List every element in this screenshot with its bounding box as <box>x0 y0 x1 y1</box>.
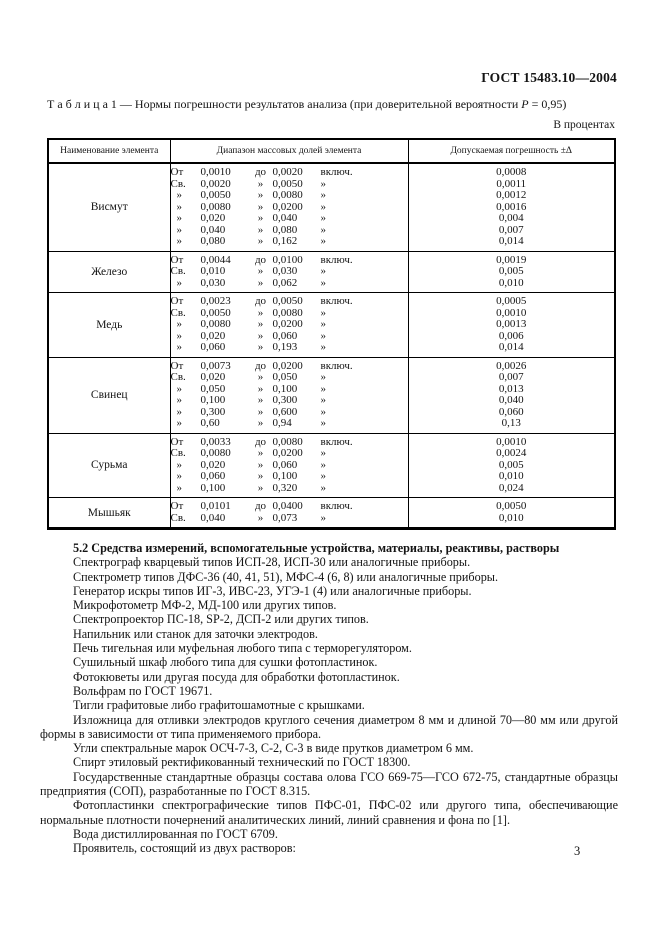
range-line: Св. 0,010 » 0,030 » <box>170 265 326 277</box>
range-line: » 0,0050 » 0,0080 » <box>176 189 326 201</box>
error-value: 0,040 <box>498 394 524 406</box>
range-line: Св. 0,040 » 0,073 » <box>170 511 326 524</box>
error-value: 0,006 <box>498 329 524 342</box>
error-value: 0,0011 <box>496 177 527 190</box>
element-name: Железо <box>48 251 170 293</box>
error-value: 0,0024 <box>496 447 527 459</box>
range-line: Св. 0,0020 » 0,0050 » <box>170 177 326 190</box>
doc-code: ГОСТ 15483.10—2004 <box>481 70 617 85</box>
mass-fraction-range <box>170 357 408 433</box>
paragraph: Спектрограф кварцевый типов ИСП-28, ИСП-30 или аналогичные приборы. <box>73 555 471 570</box>
error-value: 0,010 <box>498 511 524 524</box>
paragraph: Фотопластинки спектрографические типов ПФС-01, ПФС-02 или другого типа, обеспечивающие нормальные плотности почернений аналитических линий, линий сравнения и фона по [1]. <box>40 798 618 827</box>
error-norms-table <box>47 138 616 530</box>
range-line: От 0,0044 до 0,0100 включ. <box>170 253 353 266</box>
range-line: Св. 0,0050 » 0,0080 » <box>170 306 326 319</box>
range-line: От 0,0023 до 0,0050 включ. <box>170 295 353 307</box>
error-value: 0,007 <box>498 371 524 383</box>
range-line: » 0,300 » 0,600 » <box>176 405 326 418</box>
paragraph: Спирт этиловый ректификованный технический по ГОСТ 18300. <box>73 755 411 770</box>
table-row <box>48 357 615 433</box>
error-value: 0,060 <box>498 405 524 418</box>
paragraph: Напильник или станок для заточки электродов. <box>73 626 318 641</box>
element-name: Висмут <box>48 163 170 251</box>
range-line: » 0,020 » 0,060 » <box>176 329 326 342</box>
allowed-error <box>408 163 615 251</box>
table-caption-text: Т а б л и ц а 1 — Нормы погрешности результатов анализа (при доверительной вероятности <box>47 97 522 111</box>
error-value: 0,0019 <box>496 253 527 266</box>
mass-fraction-range <box>170 433 408 498</box>
error-value: 0,0013 <box>496 318 527 330</box>
range-line: » 0,040 » 0,080 » <box>176 223 326 236</box>
probability-value: = 0,95) <box>528 97 567 111</box>
page-number: 3 <box>574 844 581 858</box>
range-line: » 0,100 » 0,320 » <box>176 481 326 494</box>
range-line: От 0,0073 до 0,0200 включ. <box>170 359 353 372</box>
range-line: » 0,020 » 0,060 » <box>176 458 326 471</box>
section-heading: 5.2 Средства измерений, вспомогательные устройства, материалы, реактивы, растворы <box>73 541 560 555</box>
table-row <box>48 433 615 498</box>
range-line: Св. 0,0080 » 0,0200 » <box>170 447 326 459</box>
table-header-row <box>48 139 615 163</box>
element-name: Медь <box>48 293 170 358</box>
paragraph: Спектрометр типов ДФС-36 (40, 41, 51), МФС-4 (6, 8) или аналогичные приборы. <box>73 569 499 584</box>
paragraph: Изложница для отливки электродов круглого сечения диаметром 8 мм и длиной 70—80 мм или другой формы в зависимости от типа применяемого прибора. <box>40 712 618 741</box>
table-caption <box>47 97 587 111</box>
element-name: Мышьяк <box>48 498 170 529</box>
units-note: В процентах <box>553 119 615 131</box>
paragraph: Печь тигельная или муфельная любого типа с терморегулятором. <box>73 641 412 656</box>
range-line: » 0,0080 » 0,0200 » <box>176 318 326 330</box>
error-value: 0,0050 <box>496 500 527 512</box>
error-value: 0,0010 <box>496 435 527 448</box>
error-value: 0,0008 <box>496 166 527 178</box>
error-value: 0,004 <box>498 212 524 224</box>
probability-variable: P <box>521 97 529 111</box>
paragraph: Угли спектральные марок ОСЧ-7-3, С-2, С-3 в виде прутков диаметром 6 мм. <box>73 741 474 756</box>
range-line: » 0,030 » 0,062 » <box>176 276 326 289</box>
error-value: 0,0005 <box>496 295 527 307</box>
allowed-error <box>408 498 615 529</box>
paragraph: Сушильный шкаф любого типа для сушки фотопластинок. <box>73 655 378 670</box>
column-header-range: Диапазон массовых долей элемента <box>170 139 408 163</box>
allowed-error <box>408 293 615 358</box>
element-name: Сурьма <box>48 433 170 498</box>
error-value: 0,0012 <box>496 189 527 201</box>
paragraph: Государственные стандартные образцы состава олова ГСО 669-75—ГСО 672-75, стандартные образцы предприятия (СОП), разработанные по ГОСТ 8.315. <box>40 769 618 799</box>
table-row <box>48 251 615 293</box>
range-line: » 0,080 » 0,162 » <box>176 235 326 247</box>
range-line: Св. 0,020 » 0,050 » <box>170 371 326 383</box>
range-line: » 0,60 » 0,94 » <box>176 417 326 429</box>
error-value: 0,0010 <box>496 306 527 319</box>
paragraph: Проявитель, состоящий из двух растворов: <box>73 841 296 856</box>
range-line: » 0,0080 » 0,0200 » <box>176 200 326 213</box>
paragraph: Вода дистиллированная по ГОСТ 6709. <box>73 826 278 841</box>
paragraph: Фотокюветы или другая посуда для обработки фотопластинок. <box>73 669 400 684</box>
table-row <box>48 498 615 529</box>
error-value: 0,010 <box>498 276 524 289</box>
paragraph: Вольфрам по ГОСТ 19671. <box>73 683 213 698</box>
column-header-tolerance: Допускаемая погрешность ±Δ <box>408 139 615 163</box>
paragraph: Микрофотометр МФ-2, МД-100 или других типов. <box>73 598 337 613</box>
paragraph: Тигли графитовые либо графитошамотные с крышками. <box>73 698 365 713</box>
error-value: 0,005 <box>498 265 524 277</box>
table-row <box>48 293 615 358</box>
mass-fraction-range <box>170 163 408 251</box>
range-line: » 0,020 » 0,040 » <box>176 212 326 224</box>
error-value: 0,005 <box>498 458 524 471</box>
table-row <box>48 163 615 251</box>
mass-fraction-range <box>170 251 408 293</box>
allowed-error <box>408 433 615 498</box>
range-line: От 0,0010 до 0,0020 включ. <box>170 166 353 178</box>
error-value: 0,007 <box>498 223 524 236</box>
section-5-2 <box>40 541 618 856</box>
range-line: От 0,0101 до 0,0400 включ. <box>170 500 353 512</box>
error-value: 0,014 <box>498 235 524 247</box>
mass-fraction-range <box>170 293 408 358</box>
error-value: 0,0016 <box>496 200 527 213</box>
paragraph: Спектропроектор ПС-18, SP-2, ДСП-2 или других типов. <box>73 612 369 627</box>
error-value: 0,014 <box>498 341 524 353</box>
error-value: 0,0026 <box>496 359 527 372</box>
range-line: » 0,060 » 0,100 » <box>176 470 326 482</box>
range-line: » 0,050 » 0,100 » <box>176 382 326 395</box>
error-value: 0,013 <box>498 382 524 395</box>
range-line: » 0,100 » 0,300 » <box>176 394 326 406</box>
range-line: » 0,060 » 0,193 » <box>176 341 326 353</box>
column-header-element: Наименование элемента <box>48 139 170 163</box>
allowed-error <box>408 357 615 433</box>
element-name: Свинец <box>48 357 170 433</box>
error-value: 0,010 <box>498 470 524 482</box>
mass-fraction-range <box>170 498 408 529</box>
paragraph: Генератор искры типов ИГ-3, ИВС-23, УГЭ-1 (4) или аналогичные приборы. <box>73 583 472 598</box>
allowed-error <box>408 251 615 293</box>
error-value: 0,13 <box>501 417 521 429</box>
error-value: 0,024 <box>498 481 524 494</box>
range-line: От 0,0033 до 0,0080 включ. <box>170 435 353 448</box>
